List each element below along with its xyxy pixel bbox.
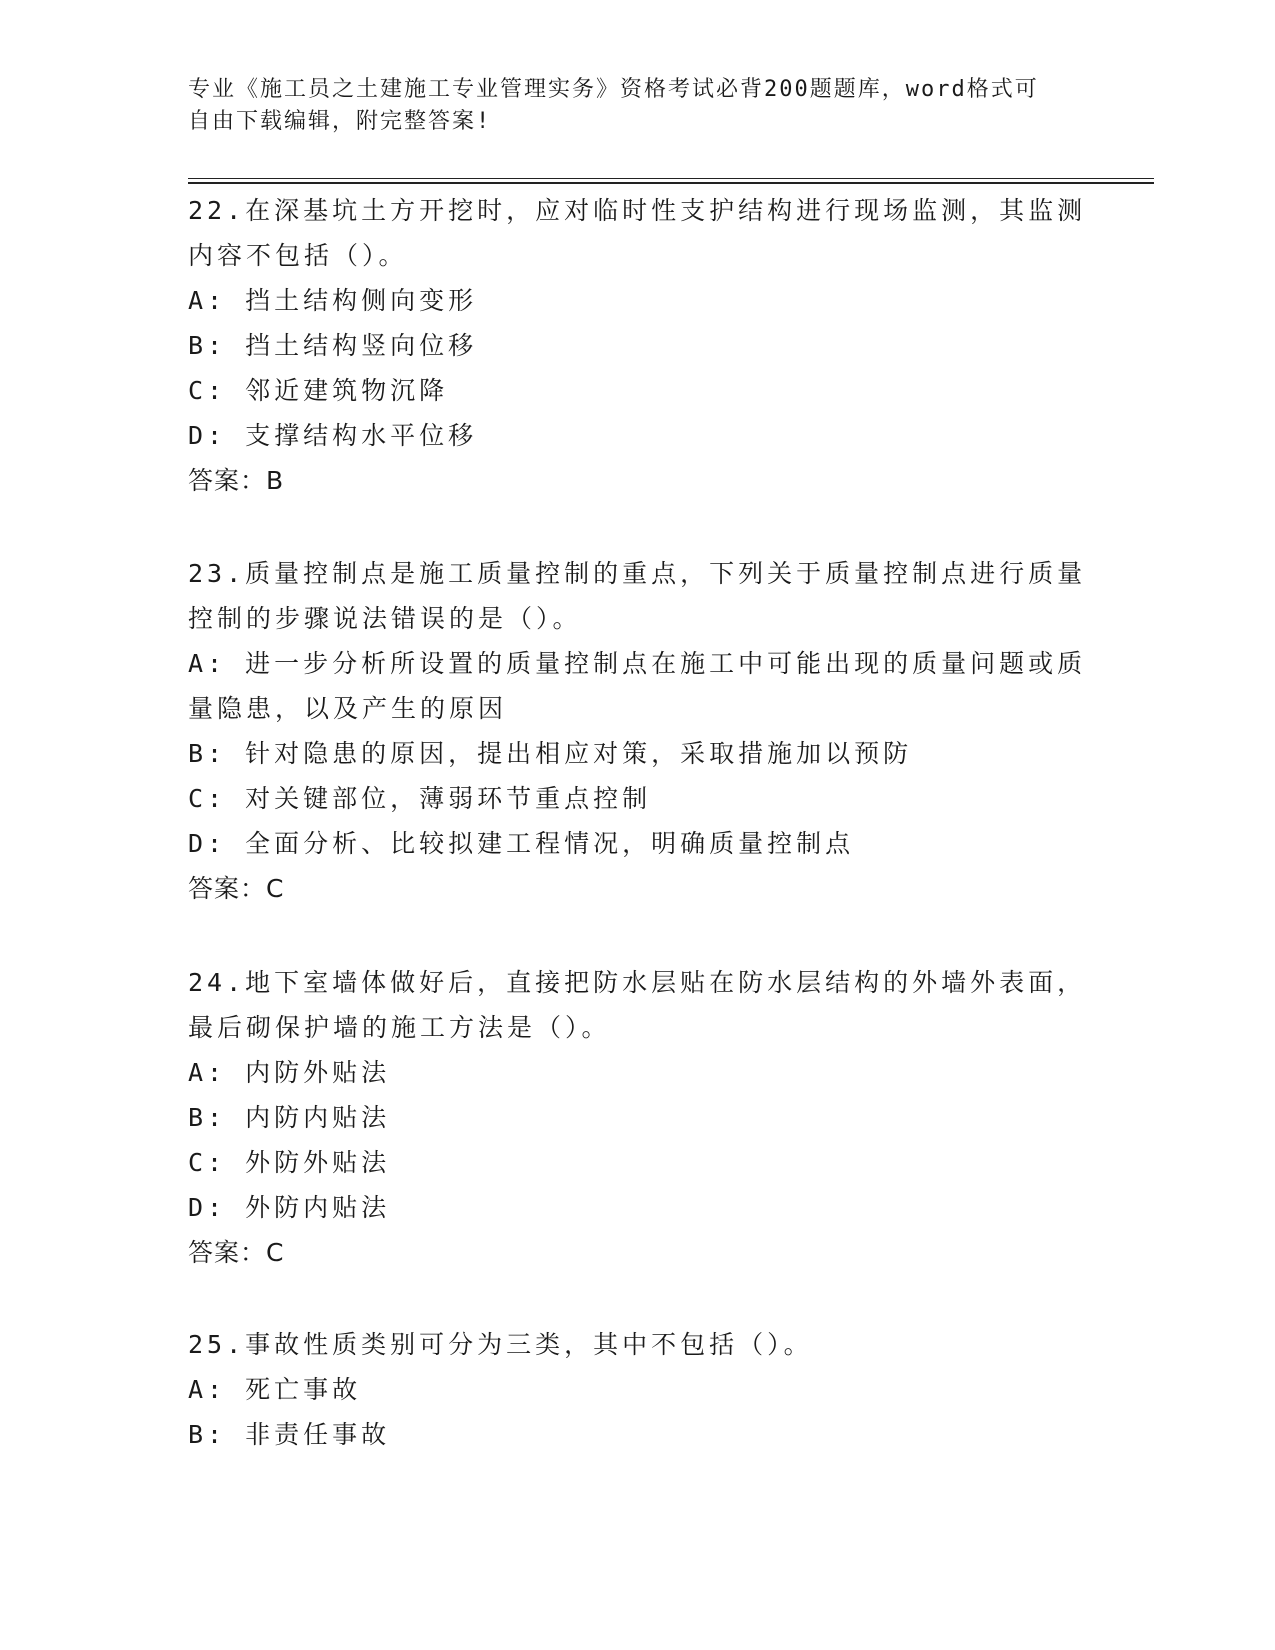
answer-line: 答案：B [188,466,285,495]
option-c: C: 邻近建筑物沉降 [188,376,449,405]
question-stem-line: 控制的步骤说法错误的是（）。 [188,604,582,633]
option-b: B: 针对隐患的原因，提出相应对策，采取措施加以预防 [188,739,913,768]
question-24 [188,960,1087,1275]
option-c: C: 对关键部位，薄弱环节重点控制 [188,784,652,813]
option-d: D: 支撑结构水平位移 [188,421,478,450]
question-stem-line: 内容不包括（）。 [188,241,408,270]
question-25 [188,1322,1078,1457]
question-stem-line: 最后砌保护墙的施工方法是（）。 [188,1013,611,1042]
answer-line: 答案：C [188,1238,285,1267]
answer-line: 答案：C [188,874,285,903]
header-line-1: 专业《施工员之土建施工专业管理实务》资格考试必背200题题库，word格式可 [188,77,1039,102]
option-d: D: 全面分析、比较拟建工程情况，明确质量控制点 [188,829,855,858]
header-line-2: 自由下载编辑，附完整答案! [188,109,492,134]
question-stem-line: 23.质量控制点是施工质量控制的重点，下列关于质量控制点进行质量 [188,559,1087,588]
document-header [188,74,1068,138]
header-divider-thick [188,182,1154,184]
option-d: D: 外防内贴法 [188,1193,391,1222]
question-stem-line: 24.地下室墙体做好后，直接把防水层贴在防水层结构的外墙外表面， [188,968,1087,997]
option-b: B: 内防内贴法 [188,1103,391,1132]
question-22 [188,188,1087,503]
option-a: A: 死亡事故 [188,1375,362,1404]
option-a: A: 挡土结构侧向变形 [188,286,478,315]
option-c: C: 外防外贴法 [188,1148,391,1177]
question-stem-line: 25.事故性质类别可分为三类，其中不包括（）。 [188,1330,813,1359]
option-b: B: 挡土结构竖向位移 [188,331,478,360]
header-divider-thin [188,178,1154,179]
option-a-continued: 量隐患，以及产生的原因 [188,694,508,723]
question-23 [188,551,1087,911]
option-a: A: 进一步分析所设置的质量控制点在施工中可能出现的质量问题或质 [188,649,1087,678]
option-b: B: 非责任事故 [188,1420,391,1449]
question-stem-line: 22.在深基坑土方开挖时，应对临时性支护结构进行现场监测，其监测 [188,196,1087,225]
option-a: A: 内防外贴法 [188,1058,391,1087]
